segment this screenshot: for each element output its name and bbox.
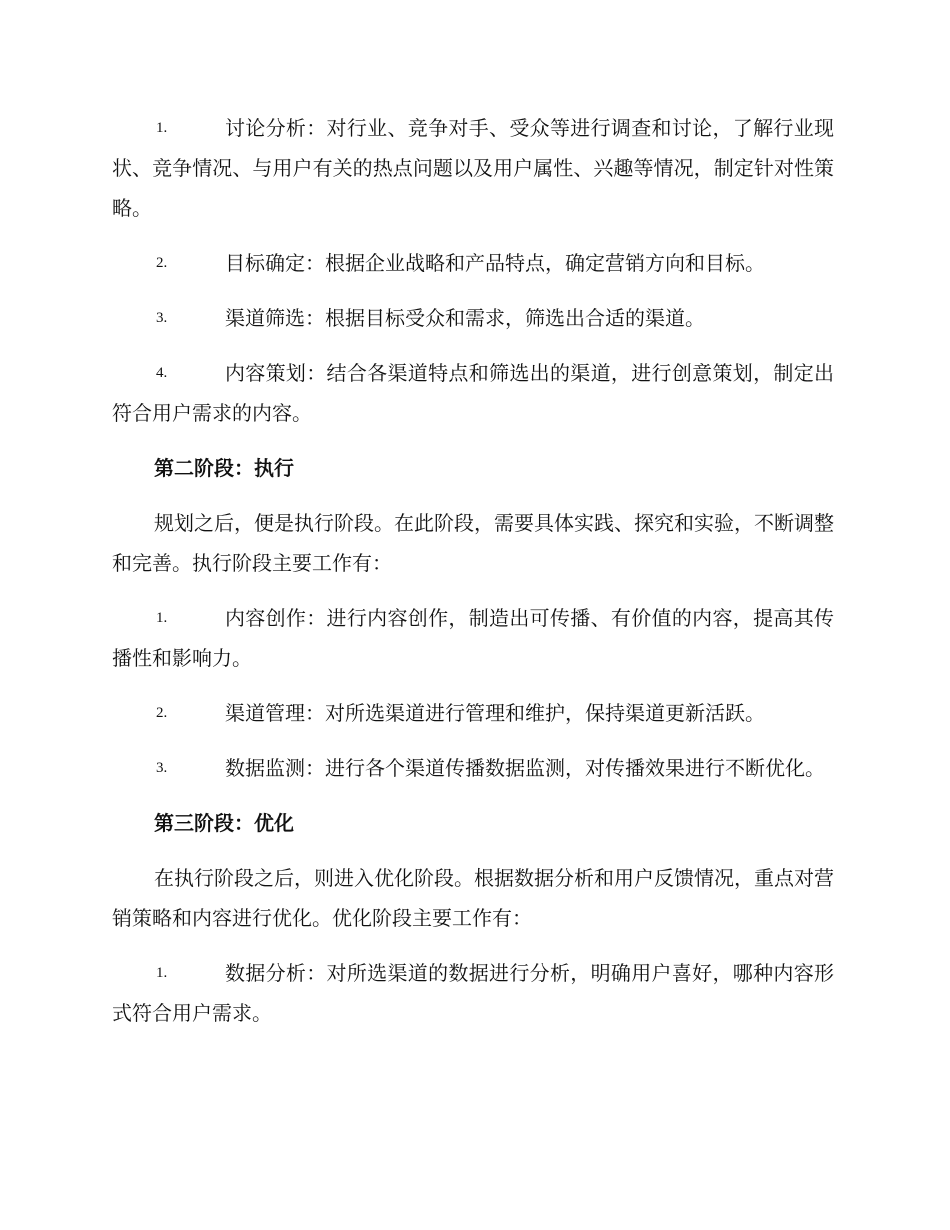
list-item (112, 748, 834, 788)
list-item (112, 953, 834, 1033)
document-page (112, 108, 834, 1048)
list-text: 渠道筛选：根据目标受众和需求，筛选出合适的渠道。 (225, 306, 705, 330)
list-item (112, 693, 834, 733)
list-text: 内容创作：进行内容创作，制造出可传播、有价值的内容，提高其传播性和影响力。 (112, 606, 834, 670)
list-number: 3. (156, 310, 168, 326)
list-number: 4. (156, 365, 168, 381)
list-text: 渠道管理：对所选渠道进行管理和维护，保持渠道更新活跃。 (225, 701, 765, 725)
list-number: 1. (156, 120, 168, 136)
list-number: 2. (156, 255, 168, 271)
paragraph: 在执行阶段之后，则进入优化阶段。根据数据分析和用户反馈情况，重点对营销策略和内容进行优化。优化阶段主要工作有： (112, 866, 834, 930)
list-item (112, 353, 834, 433)
list-text: 内容策划：结合各渠道特点和筛选出的渠道，进行创意策划，制定出符合用户需求的内容。 (112, 361, 834, 425)
list-item (112, 243, 834, 283)
list-text: 目标确定：根据企业战略和产品特点，确定营销方向和目标。 (225, 251, 765, 275)
paragraph: 规划之后，便是执行阶段。在此阶段，需要具体实践、探究和实验，不断调整和完善。执行阶段主要工作有： (112, 511, 834, 575)
section-heading: 第二阶段：执行 (154, 456, 294, 480)
list-text: 讨论分析：对行业、竞争对手、受众等进行调查和讨论，了解行业现状、竞争情况、与用户有关的热点问题以及用户属性、兴趣等情况，制定针对性策略。 (112, 116, 834, 220)
list-item (112, 298, 834, 338)
list-number: 2. (156, 705, 168, 721)
list-number: 1. (156, 965, 168, 981)
list-text: 数据分析：对所选渠道的数据进行分析，明确用户喜好，哪种内容形式符合用户需求。 (112, 961, 834, 1025)
section-heading: 第三阶段：优化 (154, 811, 294, 835)
list-number: 1. (156, 610, 168, 626)
list-text: 数据监测：进行各个渠道传播数据监测，对传播效果进行不断优化。 (225, 756, 825, 780)
list-number: 3. (156, 760, 168, 776)
list-item (112, 598, 834, 678)
list-item (112, 108, 834, 228)
